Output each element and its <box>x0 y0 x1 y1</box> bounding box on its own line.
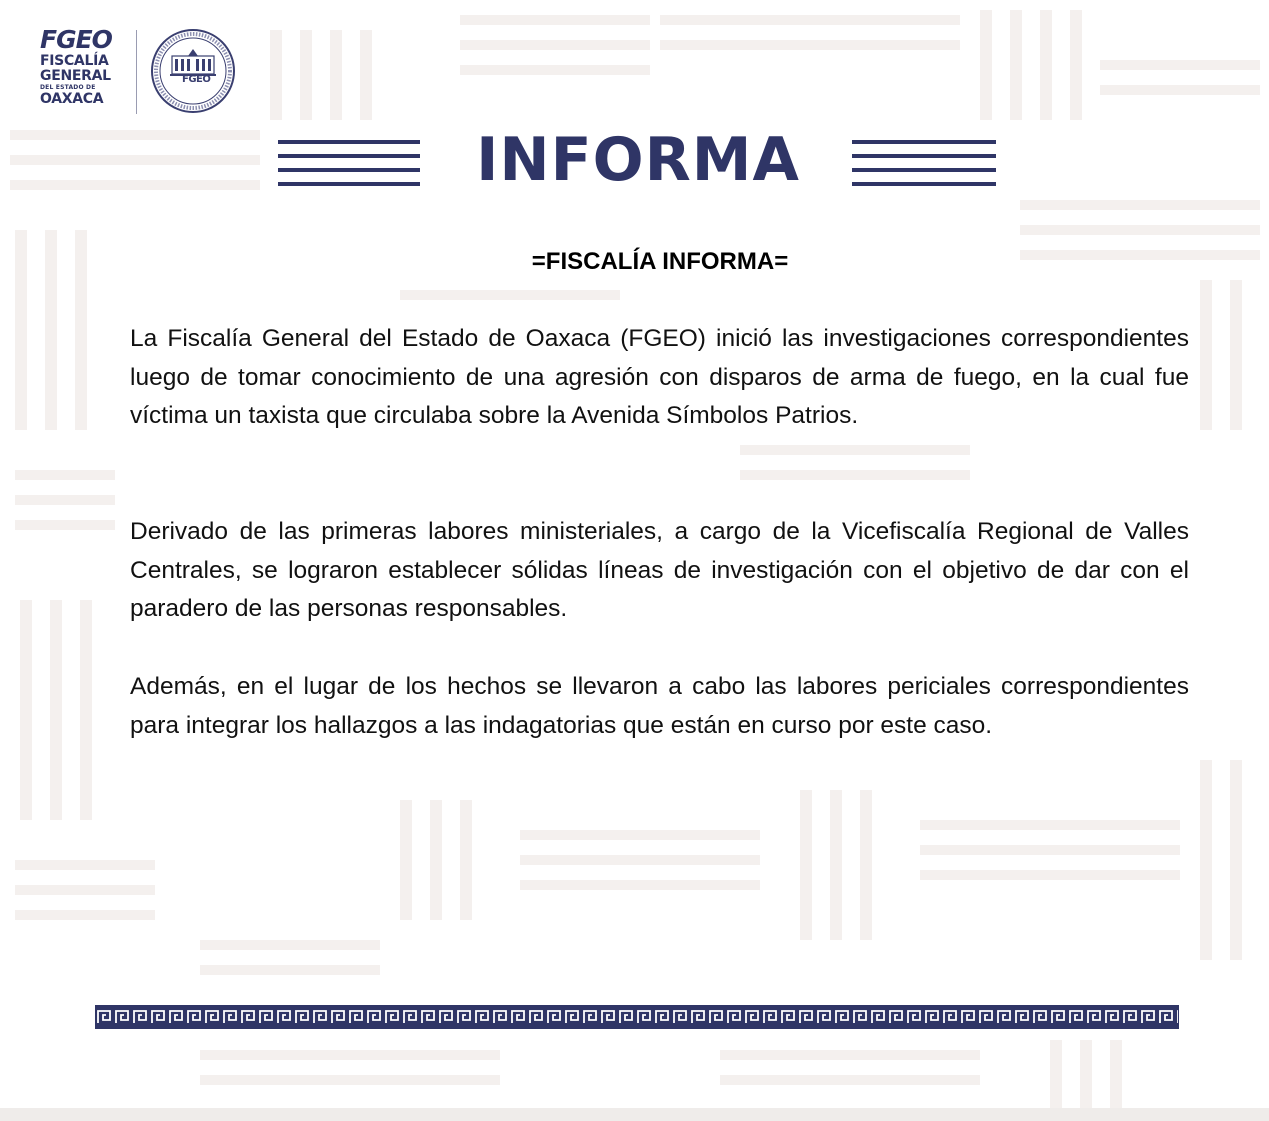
greek-key-border-icon <box>95 1005 1179 1029</box>
banner-stripe-left-2 <box>278 154 420 158</box>
banner-stripe-right-3 <box>852 168 996 172</box>
banner-stripe-left-1 <box>278 140 420 144</box>
logo-line-3: DEL ESTADO DE <box>40 84 96 91</box>
seal-label: FGEO <box>182 74 211 85</box>
logo-line-1: FISCALÍA <box>40 53 109 69</box>
logo-line-2: GENERAL <box>40 68 111 84</box>
paragraph-3: Además, en el lugar de los hechos se llevaron a cabo las labores periciales correspondientes para integrar los hallazgos a las indagatorias que están en curso por este caso. <box>130 673 1189 739</box>
paragraph-1: La Fiscalía General del Estado de Oaxaca (FGEO) inició las investigaciones correspondientes luego de tomar conocimiento de una agresión con disparos de arma de fuego, en la cual fue víctima un taxista que circulaba sobre la Avenida Símbolos Patrios. <box>130 325 1189 429</box>
state-attorney-seal-icon <box>150 28 236 114</box>
document-heading: =FISCALÍA INFORMA= <box>531 248 789 275</box>
banner-stripe-left-4 <box>278 182 420 186</box>
fgeo-wordmark-logo <box>40 26 130 107</box>
informa-banner <box>278 125 998 195</box>
banner-stripe-right-1 <box>852 140 996 144</box>
paragraph-2: Derivado de las primeras labores ministeriales, a cargo de la Vicefiscalía Regional de Valles Centrales, se lograron establecer sólidas líneas de investigación con el objetivo de dar con el paradero de las personas responsables. <box>130 518 1189 622</box>
logo-brand: FGEO <box>40 25 112 54</box>
logo-divider <box>136 30 137 114</box>
banner-stripe-left-3 <box>278 168 420 172</box>
header-logos <box>40 26 240 118</box>
logo-line-4: OAXACA <box>40 91 104 107</box>
banner-title: INFORMA <box>476 125 800 195</box>
banner-stripe-right-2 <box>852 154 996 158</box>
banner-stripe-right-4 <box>852 182 996 186</box>
